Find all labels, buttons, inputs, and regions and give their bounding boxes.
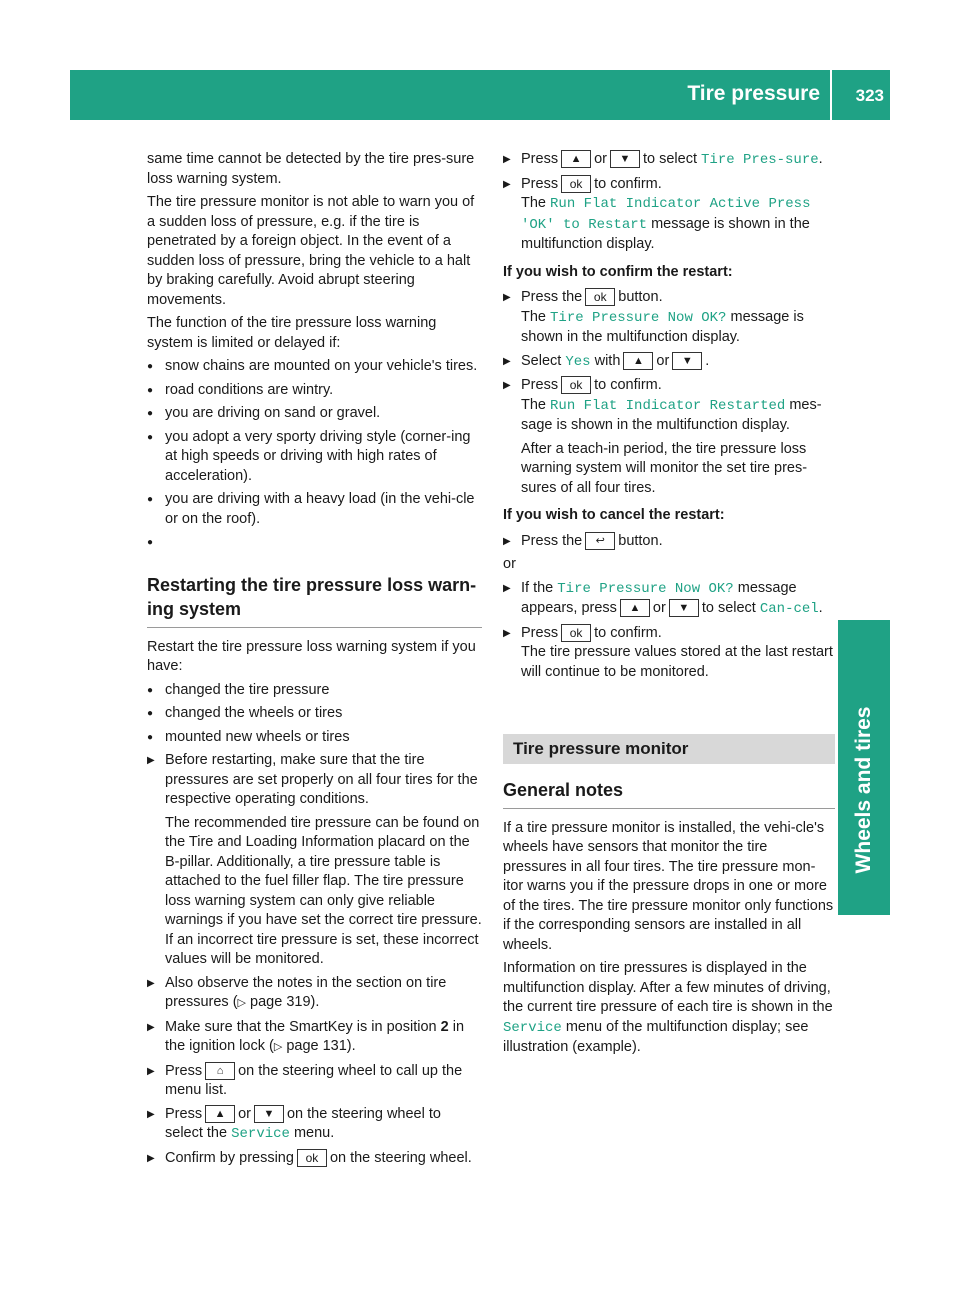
down-key-icon: ▼	[669, 599, 699, 617]
step-text: in the ignition lock (	[165, 1018, 465, 1054]
header-bar	[70, 70, 890, 120]
step-text: .	[818, 600, 823, 616]
display-text: Yes	[565, 353, 591, 370]
paragraph-text: Information on tire pressures is displayed in the multifunction display. After a few minutes of driving, the current tire pressure of each tire is shown in the	[503, 960, 833, 1015]
display-text: Service	[231, 1126, 290, 1142]
display-text: Tire Pres‐sure	[701, 152, 819, 168]
step-item	[503, 532, 835, 552]
step-item	[147, 1149, 482, 1169]
ok-key-icon: ok	[561, 376, 591, 394]
ok-key-icon: ok	[561, 175, 591, 193]
step-text: ▶ Before restarting, make sure that the tire pressures are set properly on all four tires for the respective operating conditions.	[165, 752, 478, 807]
section-heading: Restarting the tire pressure loss warn-ing system	[147, 573, 482, 628]
side-tab-label: Wheels and tires	[852, 706, 875, 874]
step-text: or	[238, 1105, 251, 1122]
step-text: or	[652, 600, 666, 616]
step-item	[147, 1018, 482, 1058]
step-text: Press the	[521, 532, 583, 549]
step-text: to select	[642, 151, 697, 167]
step-item	[147, 1062, 482, 1101]
bullet-item: ● road conditions are wintry.	[147, 381, 482, 401]
step-text: message is shown in the multifunction display.	[521, 215, 810, 252]
step-text: The	[521, 308, 546, 325]
step-text: button.	[618, 289, 663, 305]
right-column	[503, 150, 835, 1062]
step-text: Press	[521, 151, 559, 167]
ok-key-icon: ok	[297, 1149, 327, 1167]
left-column	[147, 150, 482, 1172]
bullet-item: ● you adopt a very sporty driving style (corner-ing at high speeds or driving with high rates of acceleration).	[147, 428, 482, 487]
bullet-item: ● you are driving on sand or gravel.	[147, 404, 482, 424]
display-text: Run Flat Indicator Active Press 'OK' to Restart	[521, 196, 811, 233]
step-text: Confirm by pressing	[165, 1149, 294, 1166]
step-text: ).	[346, 1038, 356, 1054]
step-item	[503, 288, 835, 348]
display-text: Tire Pressure Now OK?	[550, 309, 727, 326]
step-item	[503, 352, 835, 373]
step-text: Press	[521, 377, 559, 393]
step-text: on the steering wheel to select the	[165, 1105, 441, 1141]
step-text: mes-sage is shown in the multifunction display.	[521, 396, 822, 433]
step-text: Press	[521, 175, 559, 192]
step-text: button.	[618, 532, 663, 549]
step-text: on the steering wheel.	[329, 1149, 472, 1166]
subheading: If you wish to confirm the restart:	[503, 263, 733, 280]
step-text: to confirm.	[594, 377, 662, 393]
step-note: After a teach-in period, the tire pressure loss warning system will monitor the set tire pres-sures of all four tires.	[521, 440, 808, 496]
paragraph: same time cannot be detected by the tire pres-sure loss warning system.	[147, 151, 475, 187]
down-key-icon: ▼	[610, 150, 640, 168]
step-text: If the	[521, 579, 554, 596]
step-item	[503, 175, 835, 255]
step-text: with	[594, 352, 621, 369]
display-text: Run Flat Indicator Restarted	[550, 397, 786, 414]
step-text: on the steering wheel to call up the menu list.	[165, 1062, 463, 1098]
step-text: Press	[165, 1105, 203, 1122]
bullet-item: ● you are driving with a heavy load (in the vehi-cle or on the roof).	[147, 490, 482, 529]
paragraph	[503, 959, 835, 1058]
page-number: 323	[855, 86, 884, 105]
step-text: message appears, press	[521, 579, 797, 616]
step-text: Select	[521, 352, 562, 369]
step-text: to select	[701, 600, 756, 616]
bullet-item: ● changed the wheels or tires	[147, 704, 482, 724]
step-note: The recommended tire pressure can be found on the Tire and Loading Information placard on the B-pillar. Additionally, a tire pressure table is attached to the fuel filler flap. The tire pressure loss warning system can only give reliable warnings if you have set the correct tire pressure. If an incorrect tire pressure is set, these incorrect values will be monitored.	[165, 814, 482, 967]
step-text: Make sure that the SmartKey is in position	[165, 1018, 437, 1035]
step-text: Also observe the notes in the section on tire pressures (	[165, 974, 447, 1010]
step-text: Press the	[521, 289, 583, 305]
up-key-icon: ▲	[623, 352, 653, 370]
ref-arrow-icon: ▷	[237, 997, 246, 1009]
step-item	[503, 624, 835, 683]
up-key-icon: ▲	[620, 599, 650, 617]
step-item	[503, 150, 835, 171]
step-text: The	[521, 195, 546, 211]
bullet-item: ● changed the tire pressure	[147, 681, 482, 701]
ok-key-icon: ok	[561, 624, 591, 642]
or-separator: or	[503, 556, 516, 572]
position-number: 2	[440, 1018, 449, 1035]
section-title-box: Tire pressure monitor	[503, 734, 835, 764]
step-text: ).	[310, 994, 320, 1010]
step-item	[147, 751, 482, 970]
step-text: to confirm.	[594, 624, 662, 641]
bullet-item-empty	[147, 533, 482, 553]
page-reference[interactable]: page 319	[250, 994, 311, 1010]
display-text: Service	[503, 1019, 562, 1036]
down-key-icon: ▼	[672, 352, 702, 370]
header-separator	[830, 70, 832, 120]
page-title: Tire pressure	[687, 82, 820, 105]
step-text: Press	[521, 624, 559, 641]
ref-arrow-icon: ▷	[273, 1041, 283, 1053]
step-text: .	[705, 352, 710, 369]
step-item	[147, 974, 482, 1014]
step-text: or	[656, 352, 670, 369]
up-key-icon: ▲	[561, 150, 591, 168]
bullet-item: ● snow chains are mounted on your vehicle's tires.	[147, 357, 482, 377]
step-text: or	[594, 151, 607, 167]
subheading: If you wish to cancel the restart:	[503, 507, 725, 523]
step-text: message is shown in the multifunction display.	[521, 308, 804, 345]
paragraph: The function of the tire pressure loss warning system is limited or delayed if:	[147, 315, 437, 351]
step-text: The	[521, 396, 546, 413]
home-key-icon: ⌂	[205, 1062, 235, 1080]
step-text: The tire pressure values stored at the last restart will continue to be monitored.	[521, 644, 833, 680]
ok-key-icon: ok	[585, 288, 615, 306]
bullet-item: ● mounted new wheels or tires	[147, 728, 482, 748]
step-text: Press	[165, 1062, 203, 1079]
paragraph: Restart the tire pressure loss warning system if you have:	[147, 638, 476, 674]
display-text: Can‐cel	[759, 601, 819, 617]
page-reference[interactable]: page 131	[286, 1038, 347, 1054]
up-key-icon: ▲	[205, 1105, 235, 1123]
step-item	[147, 1105, 482, 1145]
paragraph: The tire pressure monitor is not able to warn you of a sudden loss of pressure, e.g. if the tire is penetrated by a foreign object. In the event of a sudden loss of pressure, bring the vehicle to a halt by braking carefully. Avoid abrupt steering movements.	[147, 194, 475, 308]
display-text: Tire Pressure Now OK?	[557, 580, 734, 597]
step-text: menu.	[293, 1125, 335, 1141]
back-key-icon: ↩	[585, 532, 615, 550]
paragraph: If a tire pressure monitor is installed, the vehi-cle's wheels have sensors that monitor the tire pressures in all four tires. The tire pressure mon-itor warns you if the pressure drops in one or more of the tires. The tire pressure monitor only functions if the corresponding sensors are installed in all wheels.	[503, 819, 834, 953]
section-heading: General notes	[503, 778, 835, 809]
step-text: to confirm.	[594, 175, 662, 192]
step-item	[503, 579, 835, 620]
step-item	[503, 376, 835, 498]
down-key-icon: ▼	[254, 1105, 284, 1123]
step-text: .	[818, 151, 823, 167]
paragraph-text: menu of the multifunction display; see illustration (example).	[503, 1018, 809, 1055]
